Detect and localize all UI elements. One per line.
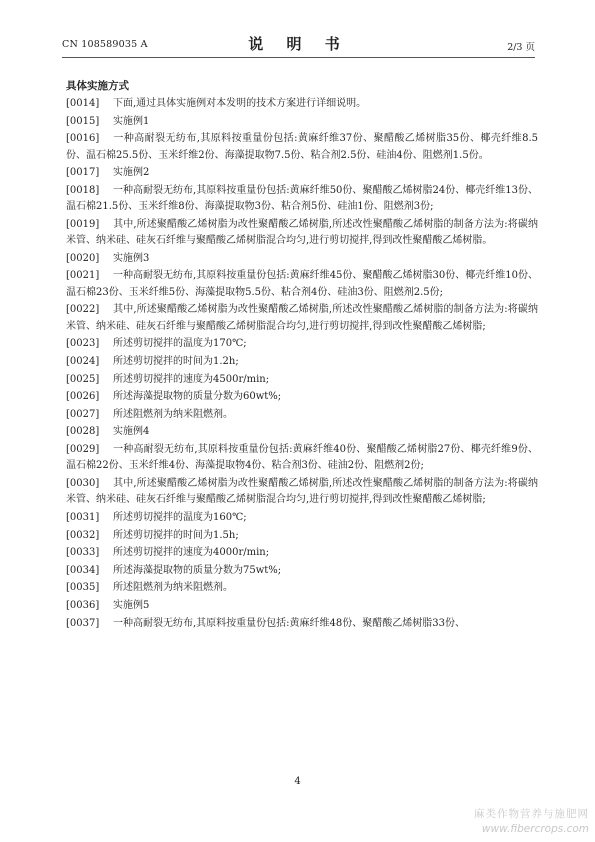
paragraph-text: 所述阻燃剂为纳米阻燃剂。: [113, 582, 233, 594]
paragraph-text: 实施例2: [113, 167, 150, 179]
paragraph-text: 一种高耐裂无纺布,其原料按重量份包括:黄麻纤维45份、聚醋酸乙烯树脂30份、椰壳纤维10份、温石棉23份、玉米纤维5份、海藻提取物5.5份、粘合剂4份、硅油3份、阻燃剂2.5份;: [66, 270, 538, 298]
paragraph-text: 一种高耐裂无纺布,其原料按重量份包括:黄麻纤维48份、聚醋酸乙烯树脂33份、: [113, 617, 465, 629]
paragraph-text: 实施例3: [113, 252, 150, 264]
paragraph-text: 实施例1: [113, 115, 150, 127]
paragraph-list: [66, 96, 538, 632]
paragraph: [66, 165, 538, 181]
paragraph-number: [0023]: [66, 338, 100, 350]
paragraph-number: [0016]: [66, 133, 100, 145]
paragraph-text: 所述剪切搅拌的速度为4000r/min;: [113, 547, 270, 559]
paragraph-text: 下面,通过具体实施例对本发明的技术方案进行详细说明。: [113, 98, 367, 109]
paragraph: [66, 251, 538, 267]
paragraph-number: [0028]: [66, 426, 100, 438]
page-count: 2/3 页: [507, 42, 535, 53]
paragraph: [66, 424, 538, 440]
paragraph-text: 所述剪切搅拌的温度为170℃;: [113, 338, 247, 350]
paragraph: [66, 580, 538, 596]
paragraph-text: 所述剪切搅拌的时间为1.2h;: [113, 355, 239, 367]
paragraph: [66, 268, 538, 301]
paragraph-text: 所述海藻提取物的质量分数为60wt%;: [113, 391, 282, 403]
paragraph: [66, 372, 538, 388]
paragraph-number: [0020]: [66, 252, 100, 264]
paragraph: [66, 354, 538, 370]
paragraph-number: [0033]: [66, 547, 100, 559]
paragraph: [66, 528, 538, 544]
paragraph-text: 一种高耐裂无纺布,其原料按重量份包括:黄麻纤维37份、聚醋酸乙烯树脂35份、椰壳纤维8.5份、温石棉25.5份、玉米纤维2份、海藻提取物7.5份、粘合剂2.5份、硅油4份、阻燃剂1.5份。: [66, 133, 538, 161]
paragraph: [66, 389, 538, 405]
header-divider: [62, 57, 535, 58]
watermark: [474, 806, 589, 835]
paragraph-number: [0018]: [66, 184, 100, 196]
paragraph-number: [0027]: [66, 408, 100, 420]
page-header: [62, 33, 535, 55]
paragraph-number: [0015]: [66, 115, 100, 127]
paragraph-text: 所述剪切搅拌的速度为4500r/min;: [113, 373, 270, 385]
document-body: [66, 78, 538, 633]
paragraph: [66, 302, 538, 335]
paragraph-number: [0014]: [66, 98, 100, 109]
paragraph-number: [0029]: [66, 443, 100, 455]
paragraph: [66, 563, 538, 579]
paragraph-number: [0032]: [66, 529, 100, 541]
section-title: 具体实施方式: [66, 80, 129, 92]
paragraph-text: 其中,所述聚醋酸乙烯树脂为改性聚醋酸乙烯树脂,所述改性聚醋酸乙烯树脂的制备方法为:将碳纳米管、纳米硅、硅灰石纤维与聚醋酸乙烯树脂混合均匀,进行剪切搅拌,得到改性聚醋酸乙烯树脂;: [66, 477, 538, 506]
paragraph-number: [0026]: [66, 391, 100, 403]
paragraph-text: 所述剪切搅拌的温度为160℃;: [113, 511, 247, 523]
paragraph-number: [0034]: [66, 564, 100, 576]
paragraph-number: [0031]: [66, 511, 100, 523]
paragraph-number: [0036]: [66, 599, 100, 611]
patent-number: CN 108589035 A: [62, 39, 148, 50]
paragraph-text: 所述剪切搅拌的时间为1.5h;: [113, 529, 239, 541]
paragraph: [66, 114, 538, 130]
paragraph: [66, 336, 538, 352]
paragraph: [66, 183, 538, 216]
paragraph-text: 所述阻燃剂为纳米阻燃剂。: [113, 408, 233, 420]
paragraph-number: [0017]: [66, 167, 100, 179]
paragraph-text: 一种高耐裂无纺布,其原料按重量份包括:黄麻纤维40份、聚醋酸乙烯树脂27份、椰壳纤维9份、温石棉22份、玉米纤维4份、海藻提取物4份、粘合剂3份、硅油2份、阻燃剂2份;: [66, 443, 538, 472]
paragraph-number: [0030]: [66, 477, 100, 489]
watermark-site-name: 麻类作物营养与施肥网: [474, 808, 589, 820]
paragraph-text: 一种高耐裂无纺布,其原料按重量份包括:黄麻纤维50份、聚醋酸乙烯树脂24份、椰壳纤维13份、温石棉21.5份、玉米纤维8份、海藻提取物3份、粘合剂5份、硅油1份、阻燃剂3份;: [66, 184, 538, 213]
paragraph: [66, 407, 538, 423]
paragraph-text: 其中,所述聚醋酸乙烯树脂为改性聚醋酸乙烯树脂,所述改性聚醋酸乙烯树脂的制备方法为:将碳纳米管、纳米硅、硅灰石纤维与聚醋酸乙烯树脂混合均匀,进行剪切搅拌,得到改性聚醋酸乙烯树脂;: [66, 304, 538, 332]
paragraph-number: [0025]: [66, 373, 100, 385]
paragraph: [66, 510, 538, 526]
paragraph: [66, 442, 538, 475]
paragraph-text: 其中,所述聚醋酸乙烯树脂为改性聚醋酸乙烯树脂,所述改性聚醋酸乙烯树脂的制备方法为:将碳纳米管、纳米硅、硅灰石纤维与聚醋酸乙烯树脂混合均匀,进行剪切搅拌,得到改性聚醋酸乙烯树脂。: [66, 218, 538, 247]
paragraph-text: 实施例5: [113, 599, 150, 611]
paragraph: [66, 476, 538, 509]
paragraph-number: [0024]: [66, 355, 100, 367]
paragraph-number: [0037]: [66, 617, 100, 629]
paragraph-number: [0021]: [66, 270, 100, 282]
paragraph: [66, 217, 538, 250]
paragraph-number: [0019]: [66, 218, 100, 230]
watermark-url: www.fibercrops.com: [481, 823, 589, 835]
paragraph-number: [0035]: [66, 582, 100, 594]
paragraph-text: 所述海藻提取物的质量分数为75wt%;: [113, 564, 282, 576]
paragraph-text: 实施例4: [113, 426, 150, 438]
paragraph: [66, 598, 538, 614]
document-title: 说 明 书: [248, 35, 349, 53]
paragraph: [66, 96, 538, 112]
paragraph: [66, 545, 538, 561]
paragraph: [66, 616, 538, 632]
paragraph: [66, 131, 538, 164]
page-number: 4: [294, 776, 301, 787]
paragraph-number: [0022]: [66, 304, 100, 316]
